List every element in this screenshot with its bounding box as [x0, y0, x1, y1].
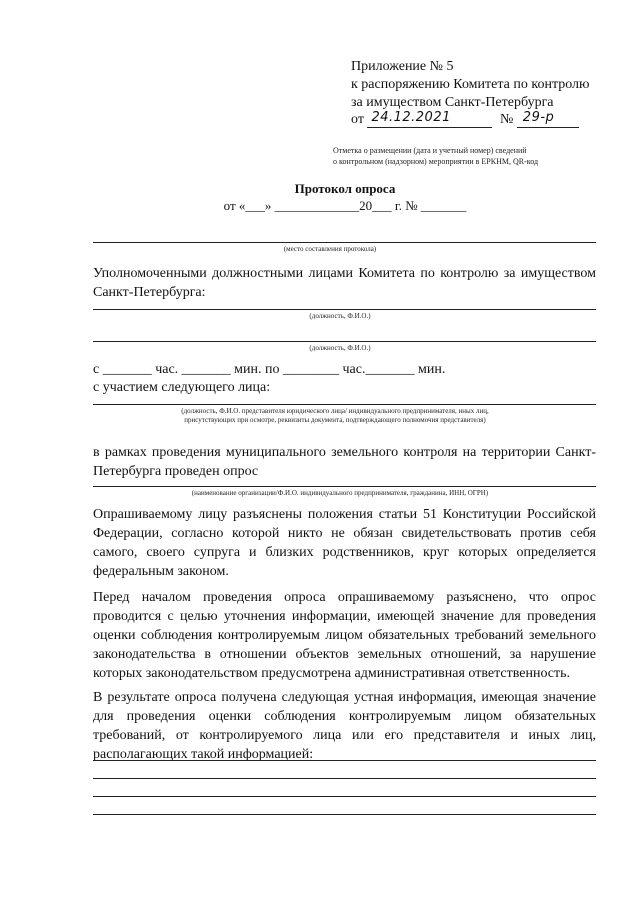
control-text: в рамках проведения муниципального земельного контроля на территории Санкт-Петербурга проведен опрос: [93, 445, 596, 479]
committee-name-line: за имуществом Санкт-Петербурга: [351, 95, 554, 110]
result-paragraph: В результате опроса получена следующая устная информация, имеющая значение для проведения оценки соблюдения контролируемым лицом обязательных требований, от контролируемого лица или его представителя и иных лиц, располагающих такой информацией:: [93, 690, 596, 762]
official-line-2: [93, 341, 596, 342]
order-date-handwritten: 24.12.2021: [371, 110, 451, 125]
participant-caption-2: присутствующих при осмотре, реквизиты документа, подтверждающего полномочия представителя): [184, 416, 486, 424]
order-date-field: [367, 112, 492, 128]
number-label: №: [499, 112, 514, 127]
order-number-field: [517, 112, 579, 128]
time-line: с _______ час. _______ мин. по ________ час._______ мин.: [93, 362, 446, 377]
answer-line-2: [93, 778, 596, 779]
organization-caption: (наименование организации/Ф.И.О. индивидуального предпринимателя, гражданина, ИНН, ОГРН): [191, 489, 489, 497]
organization-line: [93, 486, 596, 487]
participation-text: с участием следующего лица:: [93, 380, 271, 395]
registration-note-line-2: о контрольном (надзорном) мероприятии в ЕРКНМ, QR-код: [333, 157, 539, 166]
position-caption-2: (должность, Ф.И.О.): [309, 344, 371, 352]
answer-line-3: [93, 796, 596, 797]
participant-line: [93, 404, 596, 405]
place-caption: (место составления протокола): [283, 245, 377, 253]
order-number-handwritten: 29-р: [522, 110, 555, 125]
authorized-officials-text: Уполномоченными должностными лицами Комитета по контролю за имуществом Санкт-Петербурга:: [93, 266, 596, 300]
order-reference-line: к распоряжению Комитета по контролю: [351, 77, 590, 92]
position-caption-1: (должность, Ф.И.О.): [309, 312, 371, 320]
answer-line-4: [93, 814, 596, 815]
constitution-paragraph: Опрашиваемому лицу разъяснены положения статьи 51 Конституции Российской Федерации, согласно которой никто не обязан свидетельствовать против себя самого, своего супруга и близких родственников, круг которых определяется федеральным законом.: [93, 507, 596, 579]
protocol-date-number-line: от «___» _____________20___ г. № _______: [223, 198, 467, 213]
order-date-number-line: [351, 111, 579, 128]
answer-line-1: [93, 760, 596, 761]
page-title: Протокол опроса: [294, 181, 396, 196]
registration-note-line-1: Отметка о размещении (дата и учетный номер) сведений: [333, 146, 527, 155]
place-line: [93, 242, 596, 243]
from-label: от: [351, 112, 364, 127]
purpose-paragraph: Перед началом проведения опроса опрашиваемому разъяснено, что опрос проводится с целью уточнения информации, имеющей значение для проведения оценки соблюдения контролируемым лицом обязательных требований земельного законодательства в отношении объектов земельных отношений, за нарушение которых законодательством предусмотрена административная ответственность.: [93, 590, 596, 681]
participant-caption-1: (должность, Ф.И.О. представителя юридического лица/ индивидуального предпринимателя, иных лиц,: [181, 407, 489, 415]
official-line-1: [93, 309, 596, 310]
appendix-number: Приложение № 5: [351, 59, 454, 74]
